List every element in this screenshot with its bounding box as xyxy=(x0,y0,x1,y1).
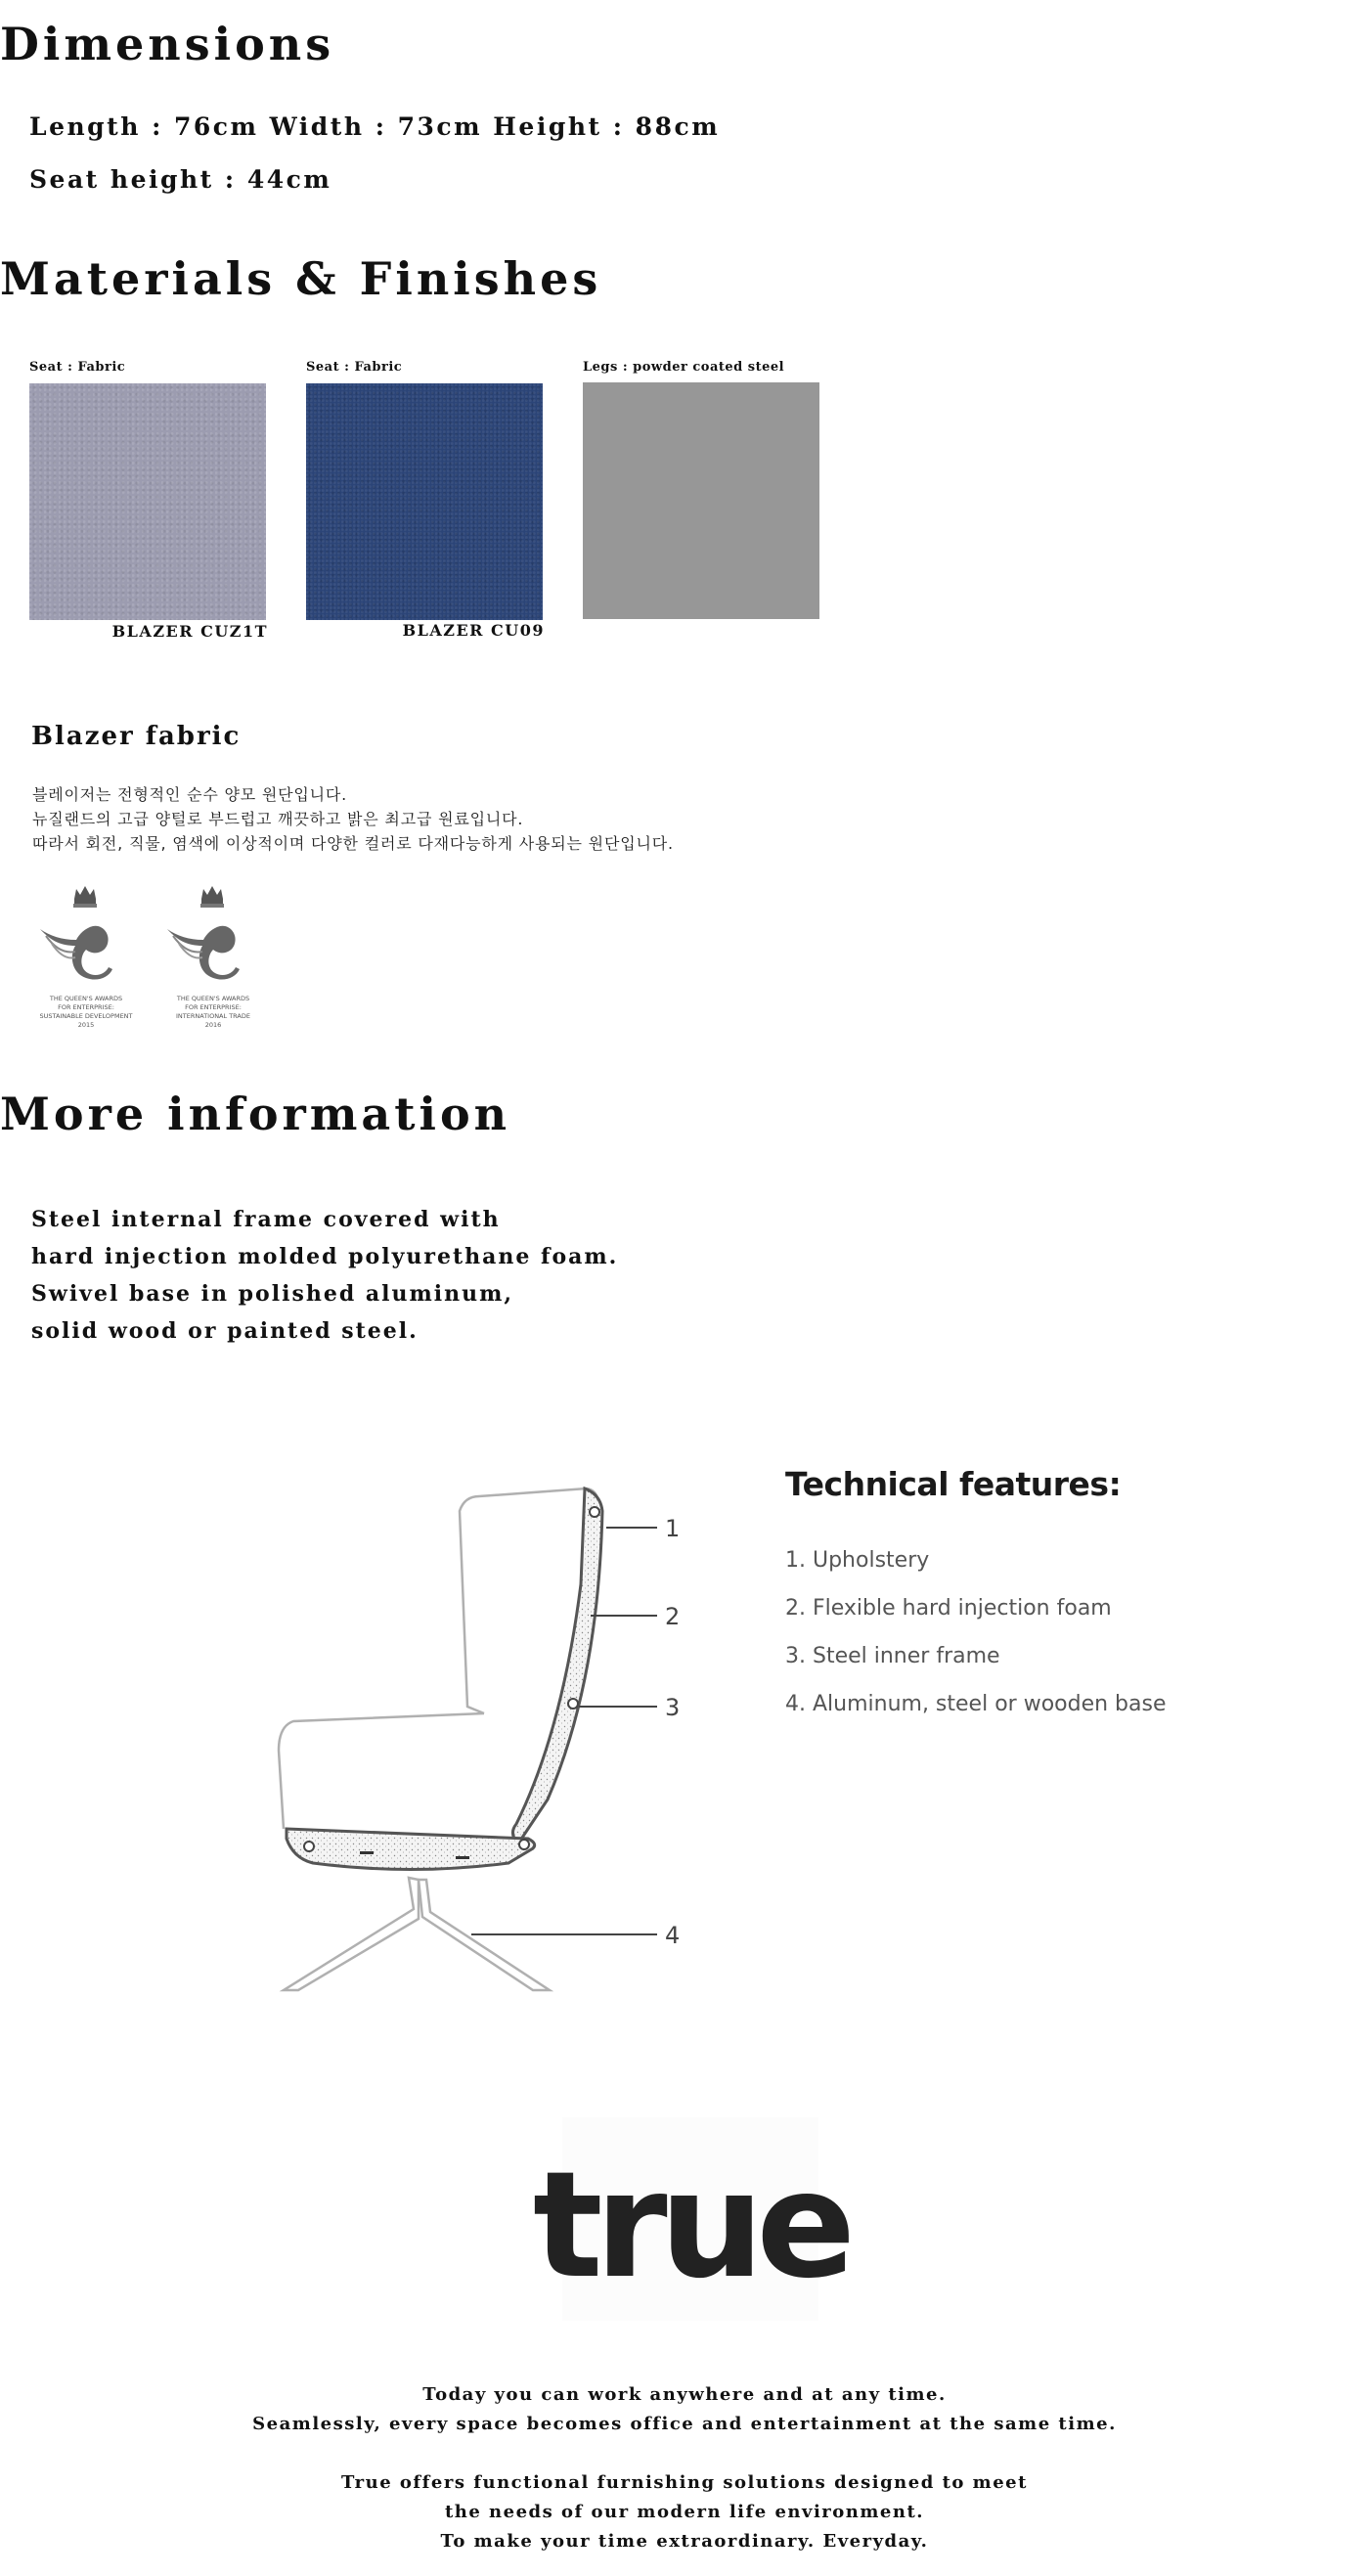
footer-line-2: Seamlessly, every space becomes office and entertainment at the same time. xyxy=(252,2414,1117,2434)
tech-item-3: 3. Steel inner frame xyxy=(785,1644,1000,1668)
chair-technical-diagram xyxy=(264,1467,704,1995)
tech-item-2: 2. Flexible hard injection foam xyxy=(785,1596,1112,1621)
swatch-label-3: Legs : powder coated steel xyxy=(583,360,785,375)
swatch-code-2: BLAZER CU09 xyxy=(402,621,545,640)
queens-award-emblem-icon xyxy=(159,885,267,995)
dimensions-heading: Dimensions xyxy=(0,18,335,70)
more-line-2: hard injection molded polyurethane foam. xyxy=(31,1244,619,1269)
footer-line-1: Today you can work anywhere and at any time. xyxy=(422,2384,947,2405)
queens-award-sustainable xyxy=(32,885,140,1032)
footer-text xyxy=(0,2380,1369,2556)
callout-1: 1 xyxy=(665,1515,681,1542)
footer-line-3: True offers functional furnishing solutions designed to meet xyxy=(341,2472,1028,2493)
fabric-desc-line-1: 블레이저는 전형적인 순수 양모 원단입니다. xyxy=(32,785,348,804)
footer-line-5: To make your time extraordinary. Everyday. xyxy=(440,2531,929,2552)
swatch-blazer-cuz1t xyxy=(29,383,266,620)
footer-line-4: the needs of our modern life environment. xyxy=(444,2502,925,2522)
swatch-powder-coated-steel xyxy=(583,382,819,619)
materials-heading: Materials & Finishes xyxy=(0,252,602,305)
more-line-3: Swivel base in polished aluminum, xyxy=(31,1281,514,1307)
true-logo-icon xyxy=(532,2117,849,2321)
queens-award-emblem-icon xyxy=(32,885,140,995)
queens-award-international xyxy=(159,885,267,1032)
more-information-heading: More information xyxy=(0,1088,511,1140)
tech-item-1: 1. Upholstery xyxy=(785,1548,930,1573)
fabric-description xyxy=(32,782,674,856)
dimensions-line-2: Seat height : 44cm xyxy=(29,165,332,194)
callout-2: 2 xyxy=(665,1603,681,1630)
fabric-desc-line-2: 뉴질랜드의 고급 양털로 부드럽고 깨끗하고 밝은 최고급 원료입니다. xyxy=(32,810,524,828)
swatch-label-1: Seat : Fabric xyxy=(29,360,126,375)
footer-spacer xyxy=(0,2439,1369,2468)
technical-features-title: Technical features: xyxy=(785,1465,1122,1503)
award-1-line-4: 2015 xyxy=(77,1021,95,1029)
more-information-text xyxy=(31,1201,618,1350)
award-2-line-3: INTERNATIONAL TRADE xyxy=(176,1012,250,1020)
brand-logo xyxy=(532,2117,849,2321)
award-1-line-3: SUSTAINABLE DEVELOPMENT xyxy=(39,1012,133,1020)
swatch-label-2: Seat : Fabric xyxy=(306,360,403,375)
callout-4: 4 xyxy=(665,1922,681,1949)
award-1-text xyxy=(32,995,140,1030)
callout-3: 3 xyxy=(665,1694,681,1721)
award-2-line-1: THE QUEEN'S AWARDS xyxy=(176,995,250,1002)
award-2-line-2: FOR ENTERPRISE: xyxy=(185,1003,242,1011)
fabric-desc-line-3: 따라서 회전, 직물, 염색에 이상적이며 다양한 컬러로 다재다능하게 사용되는 원단입니다. xyxy=(32,834,674,853)
award-2-text xyxy=(159,995,267,1030)
dimensions-line-1: Length : 76cm Width : 73cm Height : 88cm xyxy=(29,112,721,141)
more-line-4: solid wood or painted steel. xyxy=(31,1318,419,1344)
swatch-code-1: BLAZER CUZ1T xyxy=(111,622,268,641)
logo-text: true xyxy=(532,2141,849,2311)
award-2-line-4: 2016 xyxy=(204,1021,222,1029)
award-1-line-2: FOR ENTERPRISE: xyxy=(58,1003,114,1011)
tech-item-4: 4. Aluminum, steel or wooden base xyxy=(785,1692,1167,1716)
more-line-1: Steel internal frame covered with xyxy=(31,1207,501,1232)
swatch-blazer-cu09 xyxy=(306,383,543,620)
fabric-title: Blazer fabric xyxy=(31,722,242,751)
award-1-line-1: THE QUEEN'S AWARDS xyxy=(49,995,123,1002)
